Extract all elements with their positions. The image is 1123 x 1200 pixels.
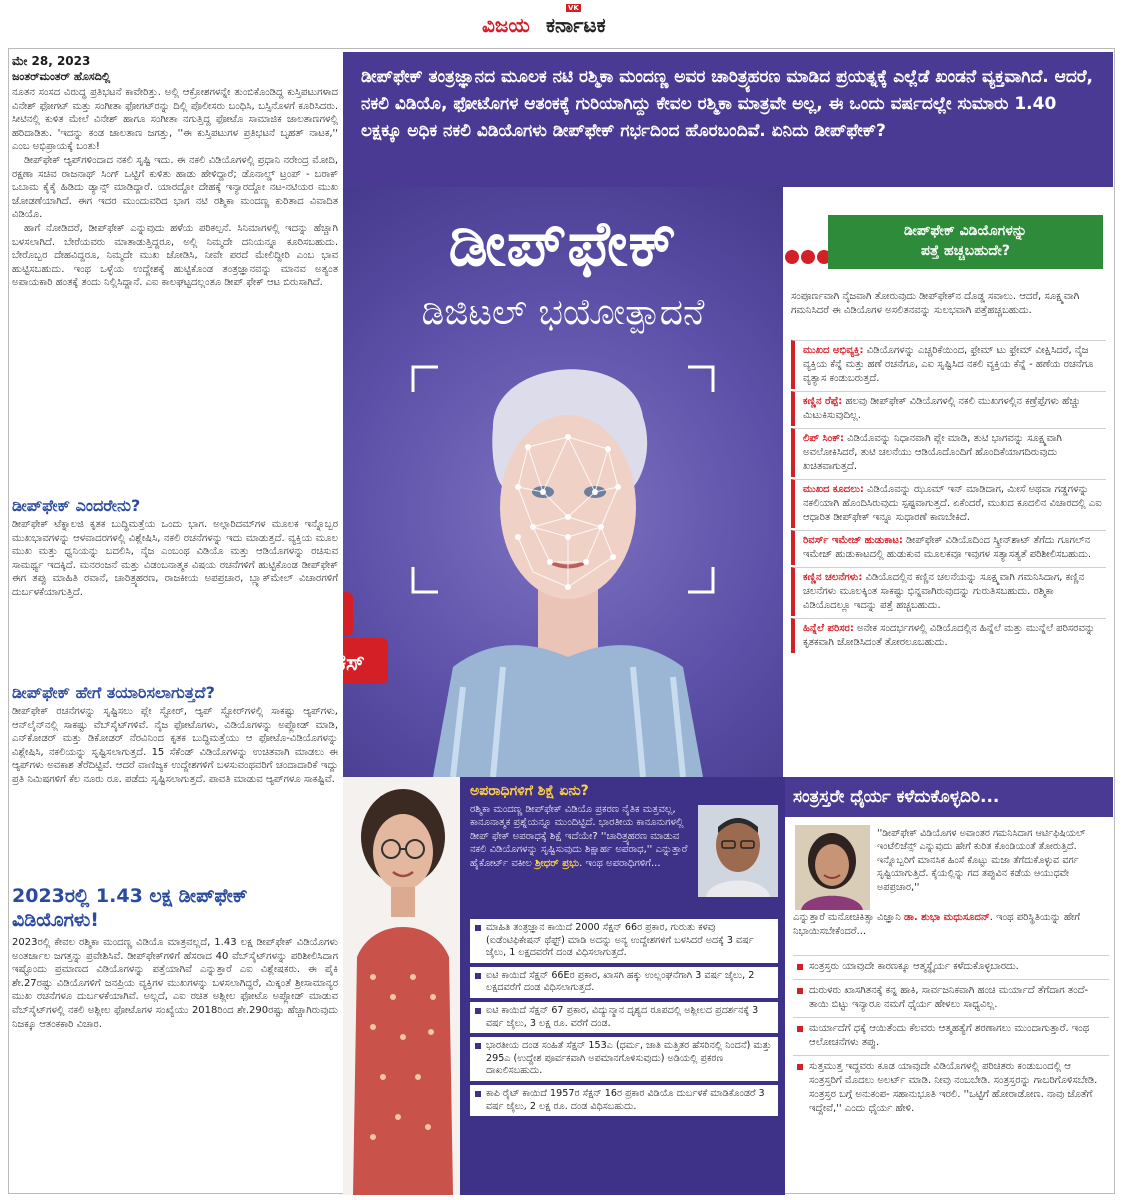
- section-how-made: [12, 679, 338, 787]
- place: ಜಂತರ್‌ಮಂತರ್ ಹೊಸದಿಲ್ಲಿ: [12, 70, 111, 83]
- victim-panel: [785, 777, 1113, 1195]
- punishment-item: ಕಾಪಿ ರೈಟ್ ಕಾಯಿದೆ 1957ರ ಸೆಕ್ಷನ್ 16ರ ಪ್ರಕಾರ ವಿಡಿಯೊ ದುರ್ಬಳಕೆ ಮಾಡಿಕೊಂಡರೆ 3 ವರ್ಷ ಜೈಲು, 2 ಲಕ್ಷ ರೂ. ದಂಡ ವಿಧಿಸಬಹುದು.: [470, 1085, 778, 1116]
- vk-focus-badge: ವಿಕ ಫೋಕಸ್: [343, 592, 388, 687]
- detect-item: [791, 340, 1106, 389]
- advice-item: ದುರುಳರು ಖಾಸಗಿತನಕ್ಕೆ ಕನ್ನ ಹಾಕಿ, ಸಾರ್ವಜನಿಕವಾಗಿ ಹಂಚಿ ಮರ್ಯಾದೆ ತೆಗೆದಾಗ ತಂದೆ- ತಾಯಿ ಬಿಟ್ಟು ಇನ್ಯಾರೂ ನಮಗೆ ಧೈರ್ಯ ಹೇಳಲು ಸಾಧ್ಯವಿಲ್ಲ.: [793, 979, 1109, 1017]
- section-heading: ಡೀಪ್‌ಫೇಕ್ ಎಂದರೇನು?: [12, 496, 141, 515]
- section-what-is: [12, 492, 338, 600]
- badge-bottom-text: ಫೋಕಸ್: [305, 651, 365, 676]
- lawyer-name: ಶ್ರೀಧರ್ ಪ್ರಭು: [534, 857, 580, 869]
- story-paragraph: ಡೀಪ್‌ಫೇಕ್ ಆ್ಯಪ್‌ಗಳಿಂದಾದ ನಕಲಿ ಸೃಷ್ಟಿ ಇದು. ಈ ನಕಲಿ ವಿಡಿಯೊಗಳಲ್ಲಿ ಪ್ರಧಾನಿ ನರೇಂದ್ರ ಮೋದಿ, ರಕ್ಷಣಾ ಸಚಿವ ರಾಜನಾಥ್ ಸಿಂಗ್ ಒಟ್ಟಿಗೆ ಕುಳಿತು ಹಾಡು ಹೇಳಿದ್ದಾರೆ; ಡೊನಾಲ್ಡ್ ಟ್ರಂಪ್ - ಬರಾಕ್ ಒಬಾಮ ಕೈಕೈ ಹಿಡಿದು ಡ್ಯಾನ್ಸ್ ಮಾಡಿದ್ದಾರೆ. ಯಾರದ್ದೋ ದೇಹಕ್ಕೆ ಇನ್ಯಾರದ್ದೋ ನಟ-ನಟಿಯರ ಮುಖ ಜೋಡಣೆಯಾಗಿದೆ. ಈಗ ಇದರ ಮುಂದುವರಿದ ಭಾಗ ನಟಿ ರಶ್ಮಿಕಾ ಮಂದಣ್ಣ ಕುರಿತಾದ ವಿವಾದಿತ ವಿಡಿಯೊ.: [12, 154, 338, 221]
- detect-term: ಕಣ್ಣಿನ ಚಲನೆಗಳು:: [803, 572, 863, 583]
- punishment-item: ಭಾರತೀಯ ದಂಡ ಸಂಹಿತೆ ಸೆಕ್ಷನ್ 153ಎ (ಧರ್ಮ, ಜಾತಿ ಮತ್ತಿತರ ಹೆಸರಿನಲ್ಲಿ ನಿಂದನೆ) ಮತ್ತು 295ಎ (ಉದ್ದೇಶ ಪೂರ್ವಕವಾಗಿ ಅಪಮಾನಗೊಳಿಸುವುದು) ಅಡಿಯಲ್ಲಿ ಪ್ರಕರಣ ದಾಖಲಿಸಬಹುದು.: [470, 1037, 778, 1081]
- detect-text: ಅನೇಕ ಸಂದರ್ಭಗಳಲ್ಲಿ ವಿಡಿಯೊದಲ್ಲಿನ ಹಿನ್ನೆಲೆ ಮತ್ತು ಮುನ್ನೆಲೆ ಪರಿಸರವನ್ನು ಕೃತಕವಾಗಿ ಜೋಡಿಸಿದಂತೆ ತೋರಲೂಬಹುದು.: [803, 623, 1095, 648]
- psychologist-attribution: [793, 911, 1109, 939]
- detect-item: [791, 530, 1106, 565]
- punishment-intro-tail: . ಇಂಥ ಅಪರಾಧಿಗಳಿಗೆ...: [579, 857, 661, 869]
- detect-text: ವಿಡಿಯೊಗಳನ್ನು ಎಚ್ಚರಿಕೆಯಿಂದ, ಫ್ರೇಮ್ ಟು ಫ್ರೇಮ್ ವೀಕ್ಷಿಸಿದರೆ, ನೈಜ ವ್ಯಕ್ತಿಯ ಕೆನ್ನೆ ಮತ್ತು ಹಣೆ ರಚನೆಗೂ, ಎಐ ಸೃಷ್ಟಿಸಿದ ನಕಲಿ ವ್ಯಕ್ತಿಯ ಕೆನ್ನೆ - ಹಣೆಯ ರಚನೆಗೂ ವ್ಯತ್ಯಾಸ ಕಂಡುಬರುತ್ತದೆ.: [803, 345, 1094, 384]
- section-heading: ಡೀಪ್‌ಫೇಕ್ ಹೇಗೆ ತಯಾರಿಸಲಾಗುತ್ತದೆ?: [12, 683, 215, 702]
- detect-item: [791, 391, 1106, 426]
- punishment-intro: [470, 803, 695, 870]
- punishment-panel: [460, 777, 785, 1195]
- actress-photo: [343, 777, 461, 1195]
- punishment-item: ಐಟಿ ಕಾಯಿದೆ ಸೆಕ್ಷನ್ 66Eರ ಪ್ರಕಾರ, ಖಾಸಗಿ ಹಕ್ಕು ಉಲ್ಲಂಘನೆಗಾಗಿ 3 ವರ್ಷ ಜೈಲು, 2 ಲಕ್ಷದವರೆಗೆ ದಂಡ ವಿಧಿಸಲಾಗುತ್ತದೆ.: [470, 967, 778, 998]
- detect-item: [791, 567, 1106, 616]
- detect-text: ವಿಡಿಯೊವನ್ನು ಝೂಮ್ ಇನ್ ಮಾಡಿದಾಗ, ಮೀಸೆ ಅಥವಾ ಗಡ್ಡಗಳನ್ನು ನಕಲಿಯಾಗಿ ಹೊಂದಿಸಿರುವುದು ಸ್ಪಷ್ಟವಾಗುತ್ತದೆ. ಏಕೆಂದರೆ, ಮುಖದ ಕೂದಲಿನ ವಿಚಾರದಲ್ಲಿ ಎಐ ಆಧಾರಿತ ಡೀಪ್‌ಫೇಕ್ ಇನ್ನೂ ಸುಧಾರಣೆ ಕಾಣಬೇಕಿದೆ.: [803, 484, 1102, 523]
- detect-term: ಮುಖದ ಕೂದಲು:: [803, 484, 864, 495]
- stat-body: 2023ರಲ್ಲಿ ಕೇವಲ ರಶ್ಮಿಕಾ ಮಂದಣ್ಣ ವಿಡಿಯೊ ಮಾತ್ರವಲ್ಲದೆ, 1.43 ಲಕ್ಷ ಡೀಪ್‌ಫೇಕ್ ವಿಡಿಯೊಗಳು ಅಂತರ್ಜಾಲ ಜಗತ್ತನ್ನು ಪ್ರವೇಶಿಸಿವೆ. ಡೀಪ್‌ಫೇಕ್‌ಗಳಿಗೆ ಹೆಸರಾದ 40 ವೆಬ್‌ಸೈಟ್‌ಗಳನ್ನು ಪರಿಶೀಲಿಸಿದಾಗ ಇಷ್ಟೊಂದು ಪ್ರಮಾಣದ ವಿಡಿಯೊಗಳನ್ನು ಪತ್ತೆಯಾಗಿವೆ ಎನ್ನುತ್ತಾರೆ ಎಐ ವಿಶ್ಲೇಷಕರು. ಈ ಪೈಕಿ ಶೇ.27ರಷ್ಟು ವಿಡಿಯೊಗಳಿಗೆ ಜನಪ್ರಿಯ ವ್ಯಕ್ತಿಗಳ ಮುಖಗಳನ್ನು ಬಳಸಲಾಗಿದ್ದರೆ, ಮಿಕ್ಕಂತೆ ಶ್ರೀಸಾಮಾನ್ಯರ ಮುಖ ರಚನೆಗಳೂ ದುರ್ಬಳಕೆಯಾಗಿವೆ. ಅಲ್ಲದೆ, ಎಐ ರಚಿತ ಅಶ್ಲೀಲ ಫೋಟೊ ಅಪ್ಲೋಡ್ ಮಾಡುವ ವೆಬ್‌ಸೈಟ್‌ಗಳಲ್ಲಿ ನಕಲಿ ಅಶ್ಲೀಲ ಫೋಟೊಗಳ ಸಂಖ್ಯೆಯು 2018ರಿಂದ ಶೇ.290ರಷ್ಟು ಹೆಚ್ಚಾಗಿರುವುದು ನಿಜಕ್ಕೂ ಆತಂಕಕಾರಿ ವಿಚಾರ.: [12, 937, 338, 1030]
- psychologist-name: ಡಾ. ಶುಭಾ ಮಧುಸೂದನ್: [904, 912, 990, 923]
- section-body: ಡೀಪ್‌ಫೇಕ್ ರಚನೆಗಳನ್ನು ಸೃಷ್ಟಿಸಲು ಪ್ಲೇ ಸ್ಟೋರ್, ಆ್ಯಪ್ ಸ್ಟೋರ್‌ಗಳಲ್ಲಿ ಸಾಕಷ್ಟು ಆ್ಯಪ್‌ಗಳು, ಆನ್‌ಲೈನ್‌ನಲ್ಲಿ ಸಾಕಷ್ಟು ವೆಬ್‌ಸೈಟ್‌ಗಳಿವೆ. ನೈಜ ಫೋಟೊಗಳು, ವಿಡಿಯೊಗಳನ್ನು ಅಪ್ಲೋಡ್ ಮಾಡಿ, ಎನ್‌ಕೋಡರ್ ಮತ್ತು ಡಿಕೋಡರ್ ನೆರವಿನಿಂದ ಕೃತಕ ಬುದ್ಧಿಮತ್ತೆಯು ಆ ಫೋಟೊ-ವಿಡಿಯೊಗಳನ್ನು ವಿಶ್ಲೇಷಿಸಿ, ನಕಲಿಯನ್ನು ಸೃಷ್ಟಿಸಲಾಗುತ್ತದೆ. 15 ಸೆಕೆಂಡ್ ವಿಡಿಯೊಗಳನ್ನು ಉಚಿತವಾಗಿ ಮಾಡಲು ಈ ಆ್ಯಪ್‌ಗಳು ಅವಕಾಶ ತೆರೆದಿಟ್ಟಿವೆ. ಆದರೆ ವಾಣಿಜ್ಯಕ ಉದ್ದೇಶಗಳಿಗೆ ಬಳಸುವಂಥವರಿಗೆ ಚಂದಾದಾರಿಕೆ ಇದ್ದು ಪ್ರತಿ ನಿಮಿಷಗಳಿಗೆ ಕೆಲ ನೂರು ರೂ. ಪಡೆದು ಸೃಷ್ಟಿಸಲಾಗುತ್ತದೆ. ಪಾವತಿ ಮಾಡುವ ಆ್ಯಪ್‌ಗಳೂ ಸಾಕಷ್ಟಿವೆ.: [12, 706, 338, 785]
- left-column: [12, 54, 338, 1190]
- dots-decoration: [783, 247, 833, 267]
- punishment-item: ಐಟಿ ಕಾಯಿದೆ ಸೆಕ್ಷನ್ 67 ಪ್ರಕಾರ, ವಿದ್ಯುನ್ಮಾನ ದೃಶ್ಯದ ರೂಪದಲ್ಲಿ ಅಶ್ಲೀಲದ ಪ್ರದರ್ಶನಕ್ಕೆ 3 ವರ್ಷ ಜೈಲು, 3 ಲಕ್ಷ ರೂ. ವರೆಗೆ ದಂಡ.: [470, 1002, 778, 1033]
- detect-list: [791, 340, 1106, 655]
- detect-text: ಹಲವು ಡೀಪ್‌ಫೇಕ್ ವಿಡಿಯೊಗಳಲ್ಲಿ ನಕಲಿ ಮುಖಗಳಲ್ಲಿನ ಕಣ್ರೆಪ್ಪೆಗಳು ಹೆಚ್ಚು ಮಿಟುಕಿಸುವುದಿಲ್ಲ.: [803, 396, 1081, 421]
- masthead: [0, 0, 1123, 46]
- stat-heading: 2023ರಲ್ಲಿ 1.43 ಲಕ್ಷ ಡೀಪ್‌ಫೇಕ್ ವಿಡಿಯೊಗಳು!: [12, 885, 248, 931]
- intro-banner-text: ಡೀಪ್‌ಫೇಕ್ ತಂತ್ರಜ್ಞಾನದ ಮೂಲಕ ನಟಿ ರಶ್ಮಿಕಾ ಮಂದಣ್ಣ ಅವರ ಚಾರಿತ್ರ್ಯಹರಣ ಮಾಡಿದ ಪ್ರಯತ್ನಕ್ಕೆ ಎಲ್ಲೆಡೆ ಖಂಡನೆ ವ್ಯಕ್ತವಾಗಿದೆ. ಆದರೆ, ನಕಲಿ ವಿಡಿಯೊ, ಫೋಟೊಗಳ ಆತಂಕಕ್ಕೆ ಗುರಿಯಾಗಿದ್ದು ಕೇವಲ ರಶ್ಮಿಕಾ ಮಾತ್ರವೇ ಅಲ್ಲ, ಈ ಒಂದು ವರ್ಷದಲ್ಲೇ ಸುಮಾರು 1.40 ಲಕ್ಷಕ್ಕೂ ಅಧಿಕ ನಕಲಿ ವಿಡಿಯೊಗಳು ಡೀಪ್‌ಫೇಕ್ ಗರ್ಭದಿಂದ ಹೊರಬಂದಿವೆ. ಏನಿದು ಡೀಪ್‌ಫೇಕ್?: [361, 67, 1093, 141]
- story-paragraph: ಹಾಗೆ ನೋಡಿದರೆ, ಡೀಪ್‌ಫೇಕ್ ಎನ್ನುವುದು ಹಳೆಯ ಪರಿಕಲ್ಪನೆ. ಸಿನಿಮಾಗಳಲ್ಲಿ ಇದನ್ನು ಹೆಚ್ಚಾಗಿ ಬಳಸಲಾಗಿದೆ. ಬೇರೆಯವರು ಮಾತಾಡುತ್ತಿದ್ದರೂ, ಅಲ್ಲಿ ನಿಮ್ಮದೇ ದನಿಯನ್ನೂ ಕೂರಿಸಬಹುದು. ಬೇರೊಬ್ಬರ ದೇಹವಿದ್ದರೂ, ನಿಮ್ಮದೇ ಮುಖ ಜೋಡಿಸಿ, ನೀವೇ ಪರದೆ ಮೇಲಿದ್ದೀರಿ ಎಂಬ ಭಾವ ಹುಟ್ಟಿಸಬಹುದು. ಇಂಥ ಒಳ್ಳೆಯ ಉದ್ದೇಶಕ್ಕೆ ಹುಟ್ಟಿಕೊಂಡ ತಂತ್ರಜ್ಞಾನವನ್ನು ಮಾನವ ಅತ್ಯಂತ ಅಪಾಯಕಾರಿ ಹಂತಕ್ಕೆ ತಂದು ನಿಲ್ಲಿಸಿದ್ದಾನೆ. ಎಐ ಕಾಲಘಟ್ಟದಲ್ಲಂತೂ ಡೀಪ್ ಫೇಕ್ ಆಟ ಬಿರುಸಾಗಿದೆ.: [12, 222, 338, 289]
- section-stats: [12, 884, 338, 1031]
- lawyer-photo: [698, 805, 778, 897]
- brand-part1: ವಿಜಯ: [482, 13, 530, 37]
- detect-term: ರಿವರ್ಸ್ ಇಮೇಜ್ ಹುಡುಕಾಟ:: [803, 535, 903, 546]
- punishment-intro-text: ರಶ್ಮಿಕಾ ಮಂದಣ್ಣ ಡೀಪ್‌ಫೇಕ್ ವಿಡಿಯೊ ಪ್ರಕರಣ ನೈತಿಕ ಮತ್ತವಲ್ಲ, ಕಾನೂನಾತ್ಮಕ ಪ್ರಶ್ನೆಯನ್ನೂ ಮುಂದಿಟ್ಟಿದೆ. ಭಾರತೀಯ ಕಾನೂನುಗಳಲ್ಲಿ ಡೀಪ್ ಫೇಕ್ ಅಪರಾಧಕ್ಕೆ ಶಿಕ್ಷೆ ಇದೆಯೇ? ''ಚಾರಿತ್ರ್ಯಹರಣ ಮಾಡುವ ನಕಲಿ ವಿಡಿಯೊಗಳನ್ನು ಸೃಷ್ಟಿಸುವುದು ಶಿಕ್ಷಾರ್ಹ ಅಪರಾಧ,'' ಎನ್ನುತ್ತಾರೆ ಹೈಕೋರ್ಟ್ ವಕೀಲ: [470, 804, 688, 869]
- detect-text: ವಿಡಿಯೊದಲ್ಲಿನ ಕಣ್ಣಿನ ಚಲನೆಯನ್ನು ಸೂಕ್ಷ್ಮವಾಗಿ ಗಮನಿಸಿದಾಗ, ಕಣ್ಣಿನ ಚಲನೆಗಳು ಮೂಲಕ್ಕಿಂತ ಸಾಕಷ್ಟು ಭಿನ್ನವಾಗಿರುವುದನ್ನು ಗುರುತಿಸಬಹುದು. ರಶ್ಮಿಕಾ ವಿಡಿಯೊದಲ್ಲೂ ಇದನ್ನು ಪತ್ತೆ ಹಚ್ಚಬಹುದು.: [803, 572, 1085, 611]
- detect-term: ಕಣ್ಣಿನ ರೆಪ್ಪೆ:: [803, 396, 843, 407]
- detect-text: ಡೀಪ್‌ಫೇಕ್ ವಿಡಿಯೊದಿಂದ ಸ್ಕ್ರೀನ್‌ಶಾಟ್ ತೆಗೆದು ಗೂಗಲ್‌ನ ಇಮೇಜ್ ಹುಡುಕಾಟದಲ್ಲಿ ಹುಡುಕುವ ಮೂಲಕವೂ ಇವುಗಳ ಸತ್ಯಾಸತ್ಯತೆ ಪರಿಶೀಲಿಸಬಹುದು.: [803, 535, 1092, 560]
- detect-panel: [783, 187, 1113, 777]
- psychologist-quote: ''ಡೀಪ್‌ಫೇಕ್ ವಿಡಿಯೊಗಳ ಅವಾಂತರ ಗಮನಿಸಿದಾಗ ಆರ್ಟಿಫಿಷಿಯಲ್ ಇಂಟೆಲಿಜೆನ್ಸ್ ಎನ್ನುವುದು ಹೇಗೆ ಕುರಿತ ಕೊಂಡಿಯಂತೆ ತೋರುತ್ತಿದೆ. ಇನ್ನೊಬ್ಬರಿಗೆ ಮಾನಸಿಕ ಹಿಂಸೆ ಕೊಟ್ಟು ಮಜಾ ತೆಗೆದುಕೊಳ್ಳುವ ವರ್ಗ ಸೃಷ್ಟಿಯಾಗುತ್ತಿದೆ. ಕೈಯಲ್ಲಿನ್ನು ಗದ ತಪ್ಪುವಿನ ಕಡೆಯ ಆಯುಧವೇ ಅಪಪ್ರಚಾರ,'': [877, 828, 1086, 893]
- story-paragraph: ನೂತನ ಸಂಸದ ವಿರುದ್ಧ ಪ್ರತಿಭಟನೆ ಕಾವೇರಿತ್ತು. ಅಲ್ಲಿ ಆಕ್ರೋಶಗಳನ್ನೇ ತುಂಬಿಕೊಂಡಿದ್ದ ಕುಸ್ತಿಪಟುಗಳಾದ ವಿನೇಶ್ ಫೋಗಟ್ ಮತ್ತು ಸಂಗೀತಾ ಫೋಗಟ್‌ರನ್ನು ದಿಲ್ಲಿ ಪೊಲೀಸರು ಬಂಧಿಸಿ, ಬಸ್ಸಿನೊಳಗೆ ಕೂರಿಸಿದರು. ಸೀಟಿನಲ್ಲಿ ಕುಳಿತ ಮೇಲೆ ವಿನೇಶ್ ಹಾಗೂ ಸಂಗೀತಾ ನಗುತ್ತಿದ್ದ ಫೋಟೊ ಸಾಮಾಜಿಕ ಜಾಲತಾಣಗಳಲ್ಲಿ ಹರಿದಾಡಿತು. 'ಇದನ್ನು ಕಂಡ ಜಾಲತಾಣ ಜಗತ್ತು, ''ಈ ಕುಸ್ತಿಪಟುಗಳ ಪ್ರತಿಭಟನೆ ಬೃಹತ್ ನಾಟಕ,'' ಎಂಬ ಅಭಿಪ್ರಾಯಕ್ಕೆ ಬಂತು!: [12, 87, 338, 153]
- hero-panel: [305, 187, 783, 777]
- detect-item: [791, 479, 1106, 528]
- victim-advice-list: [793, 955, 1109, 1121]
- punishment-list: [470, 919, 778, 1120]
- attribution-tail: . ಇಂಥ ಪರಿಸ್ಥಿತಿಯನ್ನು ಹೇಗೆ ನಿಭಾಯಿಸಬೇಕೆಂದರೆ...: [793, 912, 1081, 937]
- punishment-item: ಮಾಹಿತಿ ತಂತ್ರಜ್ಞಾನ ಕಾಯಿದೆ 2000 ಸೆಕ್ಷನ್ 66ರ ಪ್ರಕಾರ, ಗುರುತು ಕಳವು (ಐಡೆಂಟಿಫಿಕೇಷನ್ ಥೆಫ್ಟ್) ಮಾಡಿ ಅದನ್ನು ಅನ್ಯ ಉದ್ದೇಶಗಳಿಗೆ ಬಳಸಿದರೆ ಅದಕ್ಕೆ 3 ವರ್ಷ ಜೈಲು, 1 ಲಕ್ಷದವರೆಗೆ ದಂಡ ವಿಧಿಸಲಾಗುತ್ತದೆ.: [470, 919, 778, 963]
- attribution-text: ಎನ್ನುತ್ತಾರೆ ಮನೋಚಿಕಿತ್ಸಾ ವಿಜ್ಞಾನಿ: [793, 912, 904, 923]
- detect-heading: [828, 215, 1103, 269]
- punishment-heading: ಅಪರಾಧಿಗಳಿಗೆ ಶಿಕ್ಷೆ ಏನು?: [470, 783, 589, 799]
- section-body: ಡೀಪ್‌ಫೇಕ್ ಟೆಕ್ನಾಲಜಿ ಕೃತಕ ಬುದ್ಧಿಮತ್ತೆಯ ಒಂದು ಭಾಗ. ಅಲ್ಗಾರಿದಮ್‌ಗಳ ಮೂಲಕ ಇನ್ನೊಬ್ಬರ ಮುಖಭಾವಗಳನ್ನು ಆಳವಾದರಗಳಲ್ಲಿ ವಿಶ್ಲೇಷಿಸಿ, ನಕಲಿ ರಚನೆಗಳನ್ನು ಇದು ಮಾಡುತ್ತದೆ. ವ್ಯಕ್ತಿಯ ಮೂಲ ಮುಖ ಮತ್ತು ಧ್ವನಿಯನ್ನು ಬದಲಿಸಿ, ನೈಜ ಎಂಬಂಥ ವಿಡಿಯೊ ಮತ್ತು ಆಡಿಯೊಗಳನ್ನು ರಚಿಸುವ ಸಾಮರ್ಥ್ಯ ಇದಕ್ಕಿದೆ. ಮನರಂಜನೆ ಮತ್ತು ವಿಡಂಬನಾತ್ಮಕ ವಿಷಯ ರಚನೆಗಳಿಗೆ ಹುಟ್ಟಿಕೊಂಡ ಡೀಪ್‌ಫೇಕ್ ಈಗ ತಪ್ಪು ಮಾಹಿತಿ ರವಾನೆ, ಚಾರಿತ್ರ್ಯಹರಣ, ರಾಜಕೀಯ ಅಪಪ್ರಚಾರ, ಬ್ಲ್ಯಾಕ್‌ಮೇಲ್ ವಿಚಾರಗಳಿಗೆ ದುರ್ಬಳಕೆಯಾಗುತ್ತಿದೆ.: [12, 519, 338, 598]
- hero-title: ಡೀಪ್‌ಫೇಕ್: [448, 207, 678, 280]
- psychologist-photo: [795, 825, 870, 910]
- detect-term: ಲಿಪ್ ಸಿಂಕ್:: [803, 433, 844, 444]
- advice-item: ಸುತ್ತಮುತ್ತ ಇದ್ದವರು ಕೂಡ ಯಾವುದೇ ವಿಡಿಯೊಗಳಲ್ಲಿ ಪರಿಚಿತರು ಕಂಡುಬಂದಲ್ಲಿ ಆ ಸಂತ್ರಸ್ತರಿಗೆ ಮೊದಲು ಅಲರ್ಟ್ ಮಾಡಿ. ನೀವು ನಂಬಬೇಡಿ. ಸಂತ್ರಸ್ತರನ್ನು ಗಾಬರಿಗೊಳಿಸಬೇಡಿ. ಸಂತ್ರಸ್ತರ ಬಗ್ಗೆ ಅನುಕಂಪ- ಸಹಾನುಭೂತಿ ಇರಲಿ. ''ಒಟ್ಟಿಗೆ ಹೋರಾಡೋಣ. ನಾವು ಜೊತೆಗೆ ಇದ್ದೇವೆ,'' ಎಂದು ಧೈರ್ಯ ಹೇಳಿ.: [793, 1055, 1109, 1121]
- detect-heading-line1: ಡೀಪ್‌ಫೇಕ್ ವಿಡಿಯೊಗಳನ್ನು: [904, 223, 1027, 239]
- detect-term: ಮುಖದ ಅಭಿವ್ಯಕ್ತಿ:: [803, 345, 864, 356]
- detect-text: ವಿಡಿಯೊವನ್ನು ನಿಧಾನವಾಗಿ ಪ್ಲೇ ಮಾಡಿ, ತುಟಿ ಭಾಗವನ್ನು ಸೂಕ್ಷ್ಮವಾಗಿ ಅವಲೋಕಿಸಿದರೆ, ತುಟಿ ಚಲನೆಯು ಆಡಿಯೊದೊಂದಿಗೆ ಹೊಂದಿಕೆಯಾಗದಿರುವುದು ಖಚಿತವಾಗುತ್ತದೆ.: [803, 433, 1062, 472]
- actress-illustration: [343, 777, 461, 1195]
- detect-term: ಹಿನ್ನೆಲೆ ಪರಿಸರ:: [803, 623, 854, 634]
- detect-item: [791, 618, 1106, 653]
- detect-heading-line2: ಪತ್ತೆ ಹಚ್ಚಬಹುದೇ?: [920, 243, 1011, 259]
- vk-tag: VK: [568, 4, 579, 12]
- shirt-shape: [433, 645, 703, 777]
- victim-heading: ಸಂತ್ರಸ್ತರೇ ಧೈರ್ಯ ಕಳೆದುಕೊಳ್ಳದಿರಿ...: [785, 777, 1113, 817]
- advice-item: ಸಂತ್ರಸ್ತರು ಯಾವುದೇ ಕಾರಣಕ್ಕೂ ಆತ್ಮಸ್ಥೈರ್ಯ ಕಳೆದುಕೊಳ್ಳಬಾರದು.: [793, 955, 1109, 979]
- detect-item: [791, 428, 1106, 477]
- detect-intro: ಸಂಪೂರ್ಣವಾಗಿ ನೈಜವಾಗಿ ತೋರುವುದು ಡೀಪ್‌ಫೇಕ್‌ನ ದೊಡ್ಡ ಸವಾಲು. ಆದರೆ, ಸೂಕ್ಷ್ಮವಾಗಿ ಗಮನಿಸಿದರೆ ಈ ವಿಡಿಯೊಗಳ ಅಸಲಿತನವನ್ನು ಸುಲಭವಾಗಿ ಪತ್ತೆಹಚ್ಚಬಹುದು.: [791, 291, 1080, 316]
- brand-part2: ಕರ್ನಾಟಕ: [546, 13, 606, 37]
- hero-subtitle: ಡಿಜಿಟಲ್ ಭಯೋತ್ಪಾದನೆ: [421, 292, 705, 333]
- dateline: ಮೇ 28, 2023: [12, 54, 91, 68]
- intro-banner: [343, 52, 1113, 187]
- advice-item: ಮರ್ಯಾದೆಗೆ ಧಕ್ಕೆ ಆಯಿತೆಂದು ಕೆಲವರು ಆತ್ಮಹತ್ಯೆಗೆ ಶರಣಾಗಲು ಮುಂದಾಗುತ್ತಾರೆ. ಇಂಥ ಆಲೋಚನೆಗಳು ತಪ್ಪು.: [793, 1017, 1109, 1055]
